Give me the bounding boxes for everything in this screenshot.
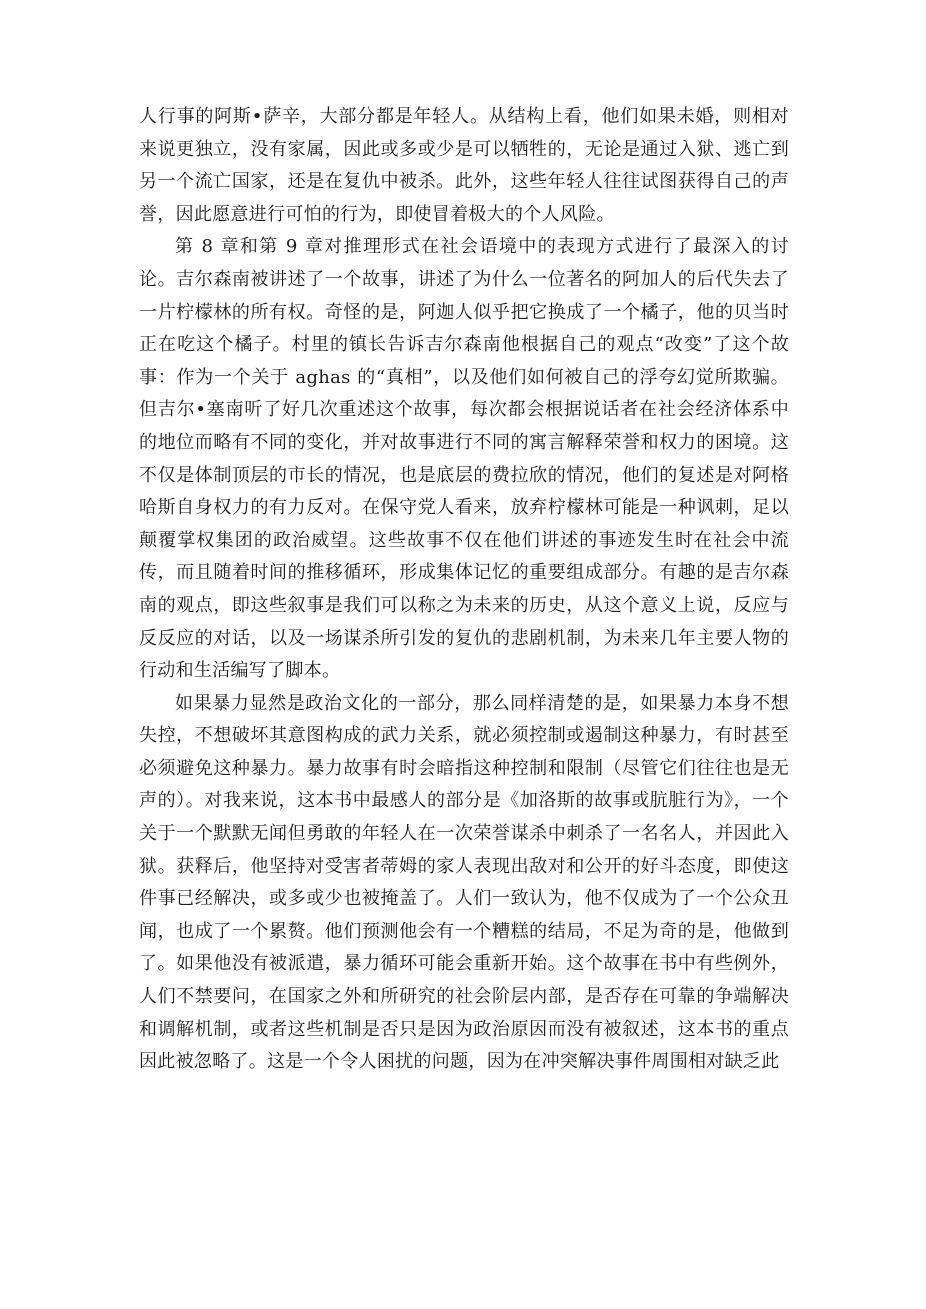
document-page [139, 101, 789, 1079]
paragraph-2: 第 8 章和第 9 章对推理形式在社会语境中的表现方式进行了最深入的讨论。吉尔森南被讲述了一个故事，讲述了为什么一位著名的阿加人的后代失去了一片柠檬林的所有权。奇怪的是，阿迦人似乎把它换成了一个橘子，他的贝当时正在吃这个橘子。村里的镇长告诉吉尔森南他根据自己的观点“改变”了这个故事：作为一个关于 aghas 的“真相”，以及他们如何被自己的浮夸幻觉所欺骗。但吉尔•塞南听了好几次重述这个故事，每次都会根据说话者在社会经济体系中的地位而略有不同的变化，并对故事进行不同的寓言解释荣誉和权力的困境。这不仅是体制顶层的市长的情况，也是底层的费拉欣的情况，他们的复述是对阿格哈斯自身权力的有力反对。在保守党人看来，放弃柠檬林可能是一种讽刺，足以颠覆掌权集团的政治威望。这些故事不仅在他们讲述的事迹发生时在社会中流传，而且随着时间的推移循环，形成集体记忆的重要组成部分。有趣的是吉尔森南的观点，即这些叙事是我们可以称之为未来的历史，从这个意义上说，反应与反反应的对话，以及一场谋杀所引发的复仇的悲剧机制，为未来几年主要人物的行动和生活编写了脚本。 [139, 236, 789, 682]
paragraph-1: 人行事的阿斯•萨辛，大部分都是年轻人。从结构上看，他们如果未婚，则相对来说更独立，没有家属，因此或多或少是可以牺牲的，无论是通过入狱、逃亡到另一个流亡国家，还是在复仇中被杀。此外，这些年轻人往往试图获得自己的声誉，因此愿意进行可怕的行为，即使冒着极大的个人风险。 [139, 106, 789, 225]
paragraph-3: 如果暴力显然是政治文化的一部分，那么同样清楚的是，如果暴力本身不想失控，不想破坏其意图构成的武力关系，就必须控制或遏制这种暴力，有时甚至必须避免这种暴力。暴力故事有时会暗指这种控制和限制（尽管它们往往也是无声的）。对我来说，这本书中最感人的部分是《加洛斯的故事或肮脏行为》，一个关于一个默默无闻但勇敢的年轻人在一次荣誉谋杀中刺杀了一名名人，并因此入狱。获释后，他坚持对受害者蒂姆的家人表现出敌对和公开的好斗态度，即使这件事已经解决，或多或少也被掩盖了。人们一致认为，他不仅成为了一个公众丑闻，也成了一个累赘。他们预测他会有一个糟糕的结局，不足为奇的是，他做到了。如果他没有被派遣，暴力循环可能会重新开始。这个故事在书中有些例外，人们不禁要问，在国家之外和所研究的社会阶层内部，是否存在可靠的争端解决和调解机制，或者这些机制是否只是因为政治原因而没有被叙述，这本书的重点因此被忽略了。这是一个令人困扰的问题，因为在冲突解决事件周围相对缺乏此 [139, 692, 789, 1073]
